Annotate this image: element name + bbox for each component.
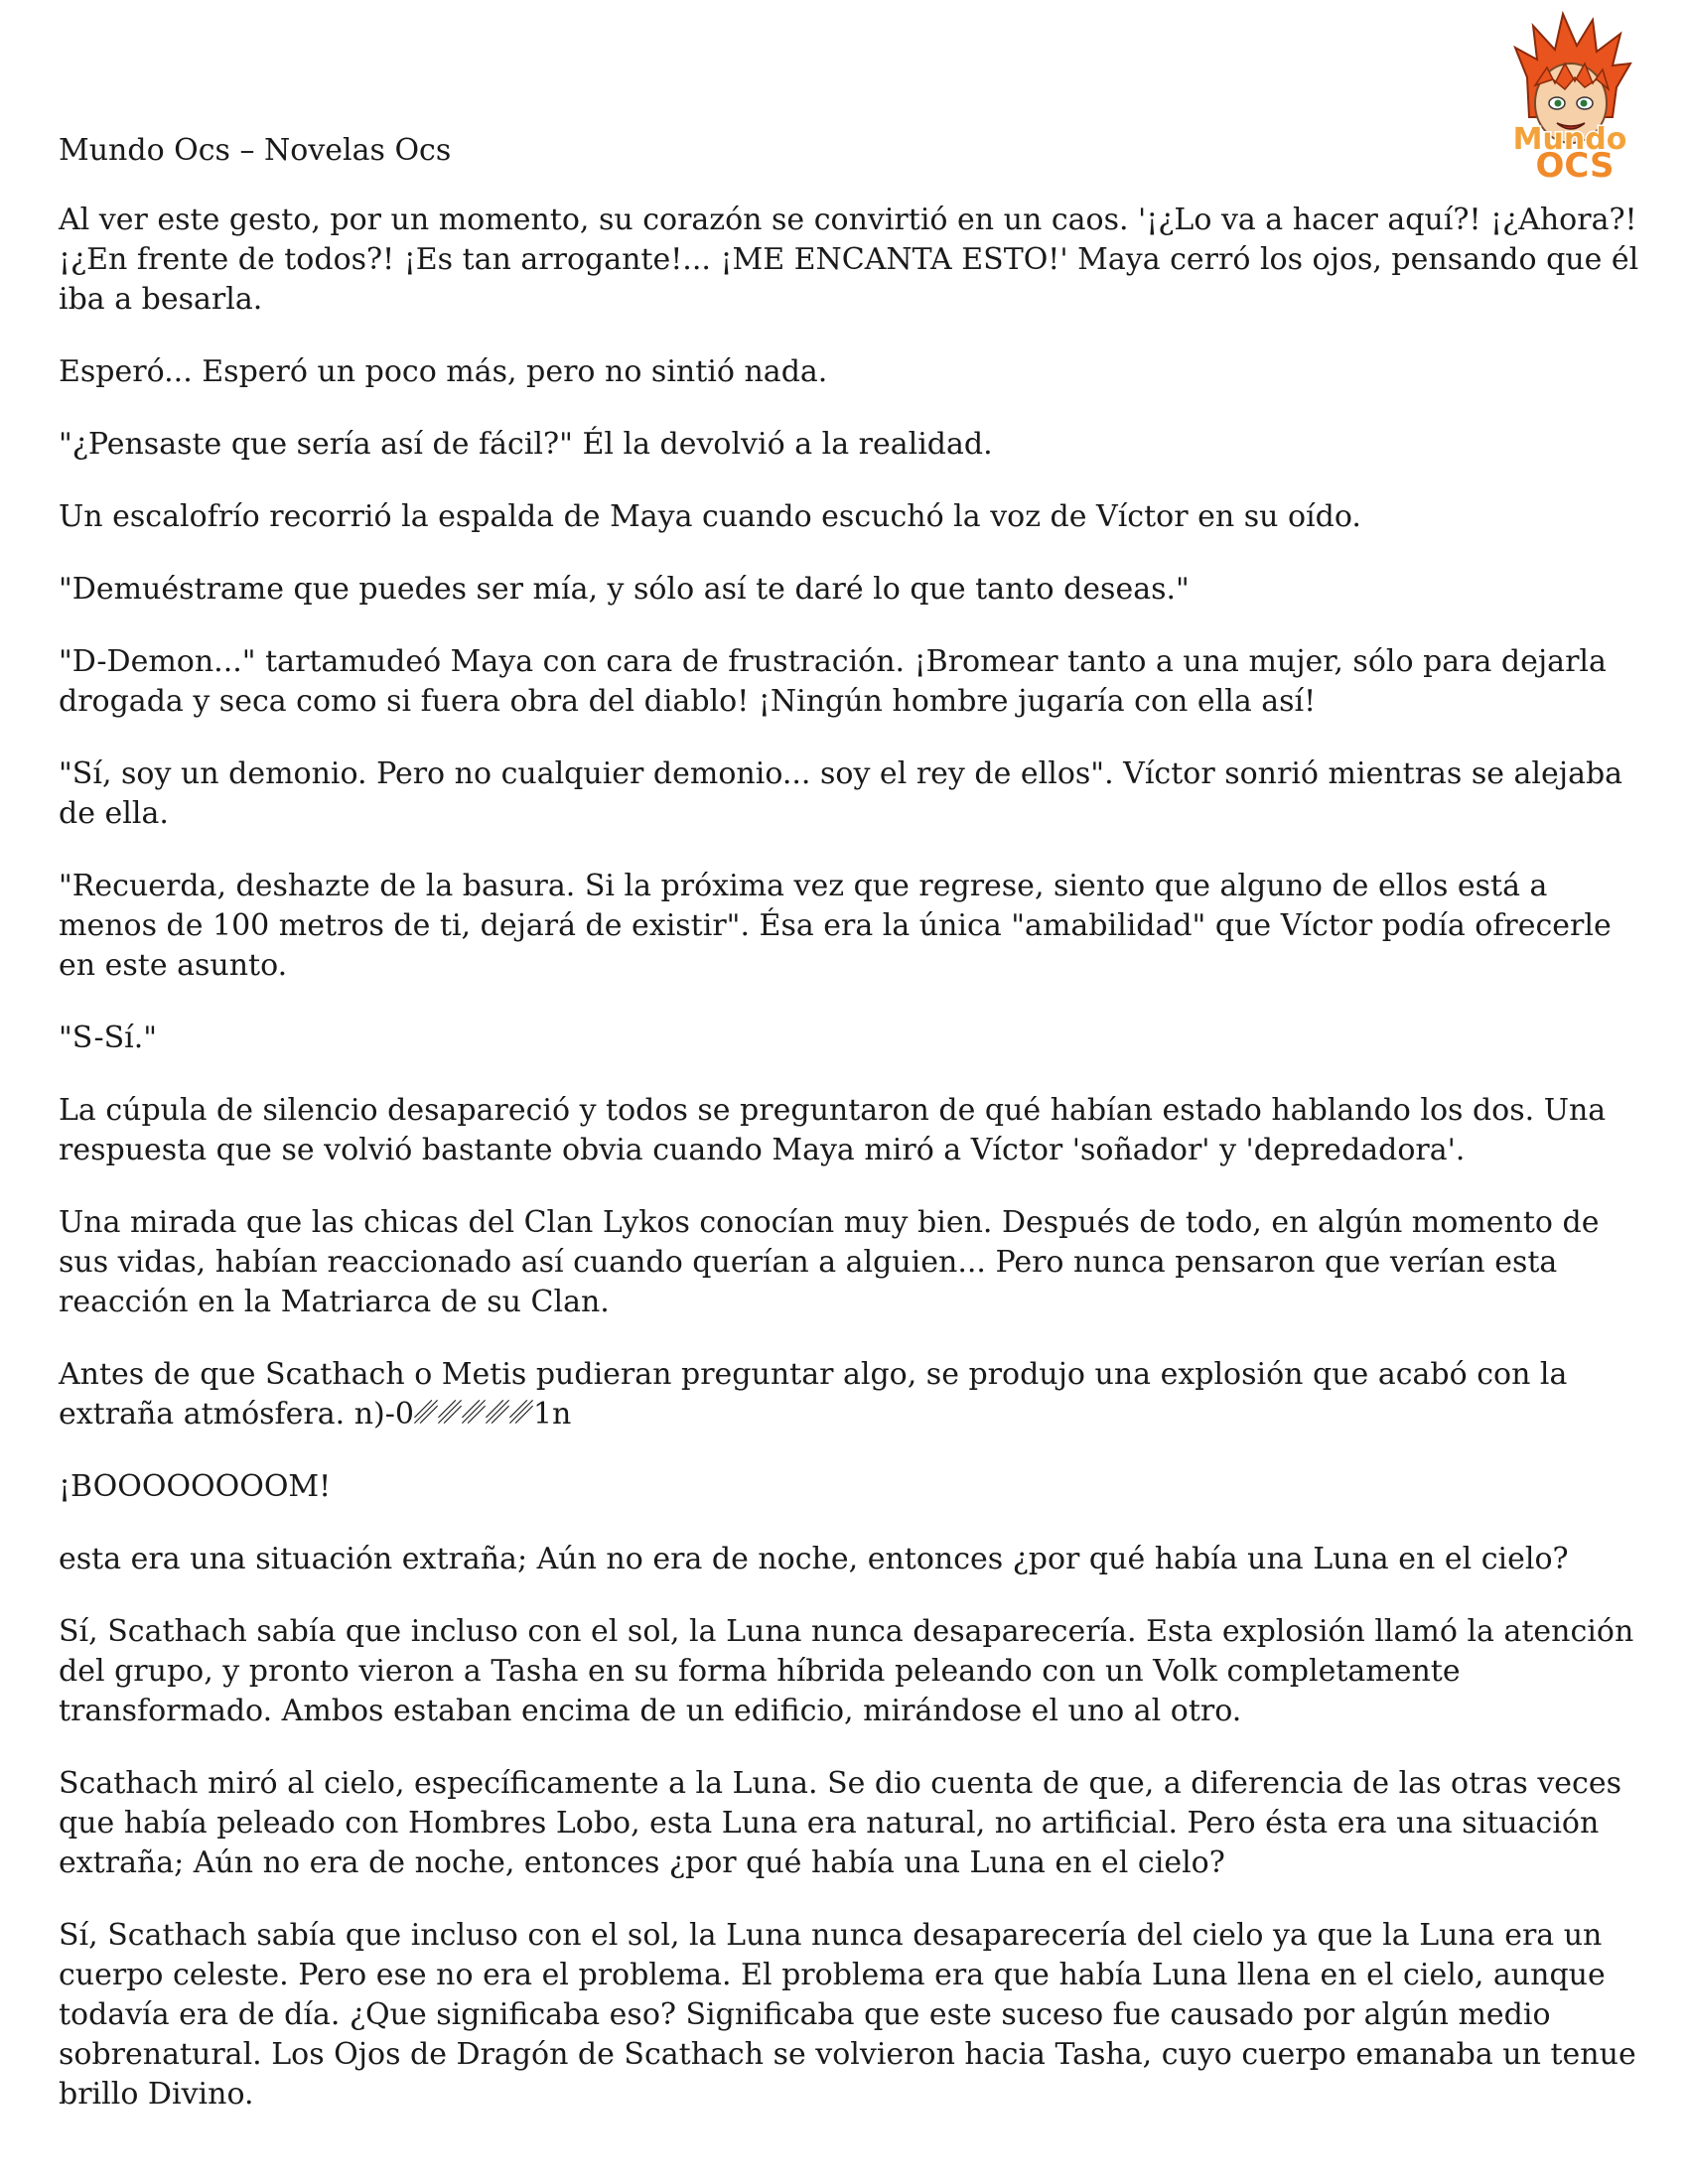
paragraph: Esperó... Esperó un poco más, pero no sintió nada. (59, 354, 828, 389)
paragraph: Un escalofrío recorrió la espalda de Maya cuando escuchó la voz de Víctor en su oído. (59, 499, 1361, 534)
paragraph: esta era una situación extraña; Aún no era de noche, entonces ¿por qué había una Luna en el cielo? (59, 1542, 1569, 1576)
paragraph: "Demuéstrame que puedes ser mía, y sólo así te daré lo que tanto deseas." (59, 572, 1190, 607)
paragraph: Al ver este gesto, por un momento, su corazón se convirtió en un caos. '¡¿Lo va a hacer aquí?! ¡¿Ahora?! ¡¿En frente de todos?! ¡Es tan arrogante!... ¡ME ENCANTA ESTO!' Maya cerró los ojos, pensando que él iba a besarla. (59, 203, 1639, 317)
paragraph: Antes de que Scathach o Metis pudieran preguntar algo, se produjo una explosión que acabó con la extraña atmósfera. n)-0␥␥␥␥␥1n (59, 1357, 1568, 1432)
mundo-ocs-logo (1485, 8, 1654, 185)
logo-text-bottom: OCS (1535, 146, 1615, 185)
logo-text-top: Mundo (1512, 122, 1627, 157)
paragraph: "Sí, soy un demonio. Pero no cualquier demonio... soy el rey de ellos". Víctor sonrió mientras se alejaba de ella. (59, 756, 1623, 831)
paragraph: "Recuerda, deshazte de la basura. Si la próxima vez que regrese, siento que alguno de ellos está a menos de 100 metros de ti, dejará de existir". Ésa era la única "amabilidad" que Víctor podía ofrecerle en este asunto. (59, 869, 1612, 983)
paragraph: "S-Sí." (59, 1021, 158, 1055)
paragraph: "¿Pensaste que sería así de fácil?" Él la devolvió a la realidad. (59, 427, 993, 462)
paragraph: ¡BOOOOOOOOM! (59, 1469, 332, 1504)
site-header: Mundo Ocs – Novelas Ocs (59, 133, 452, 168)
paragraph: Scathach miró al cielo, específicamente a la Luna. Se dio cuenta de que, a diferencia de las otras veces que había peleado con Hombres Lobo, esta Luna era natural, no artificial. Pero ésta era una situación extraña; Aún no era de noche, entonces ¿por qué había una Luna en el cielo? (59, 1766, 1621, 1880)
paragraph: Sí, Scathach sabía que incluso con el sol, la Luna nunca desaparecería. Esta explosión llamó la atención del grupo, y pronto vieron a Tasha en su forma híbrida peleando con un Volk completamente transformado. Ambos estaban encima de un edificio, mirándose el uno al otro. (59, 1614, 1634, 1728)
chapter-body (59, 201, 1647, 2147)
paragraph: "D-Demon..." tartamudeó Maya con cara de frustración. ¡Bromear tanto a una mujer, sólo para dejarla drogada y seca como si fuera obra del diablo! ¡Ningún hombre jugaría con ella así! (59, 644, 1607, 719)
paragraph: Sí, Scathach sabía que incluso con el sol, la Luna nunca desaparecería del cielo ya que la Luna era un cuerpo celeste. Pero ese no era el problema. El problema era que había Luna llena en el cielo, aunque todavía era de día. ¿Que significaba eso? Significaba que este suceso fue causado por algún medio sobrenatural. Los Ojos de Dragón de Scathach se volvieron hacia Tasha, cuyo cuerpo emanaba un tenue brillo Divino. (59, 1918, 1636, 2112)
mascot-face-icon (1485, 8, 1654, 185)
paragraph: Una mirada que las chicas del Clan Lykos conocían muy bien. Después de todo, en algún momento de sus vidas, habían reaccionado así cuando querían a alguien... Pero nunca pensaron que verían esta reacción en la Matriarca de su Clan. (59, 1205, 1600, 1319)
document-page (59, 0, 1647, 2184)
paragraph: La cúpula de silencio desapareció y todos se preguntaron de qué habían estado hablando los dos. Una respuesta que se volvió bastante obvia cuando Maya miró a Víctor 'soñador' y 'depredadora'. (59, 1093, 1607, 1167)
